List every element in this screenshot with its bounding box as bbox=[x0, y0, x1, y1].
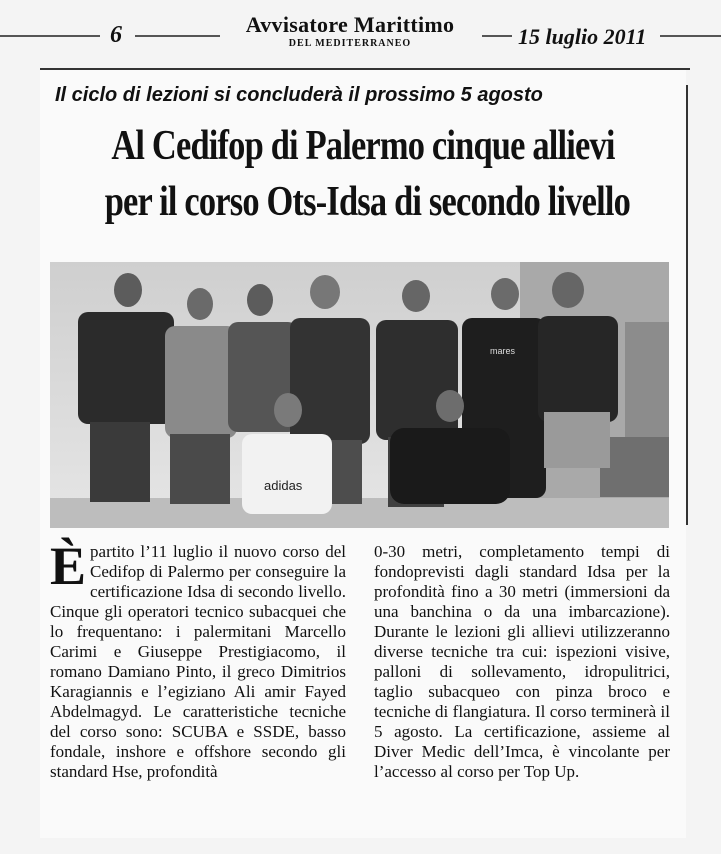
group-photo bbox=[50, 262, 669, 528]
wetsuit-logo-text: mares bbox=[490, 346, 516, 356]
shirt-logo-text: adidas bbox=[264, 478, 303, 493]
article-top-rule bbox=[40, 68, 690, 70]
group-photo-illustration bbox=[50, 262, 669, 528]
issue-date: 15 luglio 2011 bbox=[518, 24, 647, 49]
masthead-rule-left bbox=[0, 35, 100, 37]
headline-line-2: per il corso Ots-Idsa di secondo livello bbox=[104, 179, 630, 225]
masthead-rule-mid-right bbox=[482, 35, 512, 37]
headline-line-1: Al Cedifop di Palermo cinque allievi bbox=[111, 123, 615, 169]
article-column-1-text: partito l’11 luglio il nuovo corso del Cedifop di Palermo per conseguire la certificazione Idsa di secondo livello. Cinque gli operatori tecnico subacquei che lo frequentano: i palermitani Marcello Carimi e Giuseppe Prestigiacomo, il romano Damiano Pinto, il greco Dimitrios Karagiannis e l’egiziano Ali amir Fayed Abdelmagyd. Le caratteristiche tecniche del corso sono: SCUBA e SSDE, basso fondale, inshore e offshore secondo gli standard Hse, profondità bbox=[50, 542, 346, 781]
article-column-2-text: 0-30 metri, completamento tempi di fondoprevisti dagli standard Idsa per la profondità fino a 30 metri (immersioni da una banchina o da una imbarcazione). Durante le lezioni gli allievi utilizzeranno diverse tecniche tra cui: ispezioni visive, palloni di sollevamento, idropulitrici, taglio subacqueo con pinza broco e tecniche di flangiatura. Il corso terminerà il 5 agosto. La certificazione, assieme al Diver Medic dell’Imca, è vincolante per l’accesso al corso per Top Up. bbox=[374, 542, 670, 781]
page-number: 6 bbox=[110, 22, 122, 48]
masthead-rule-mid-left bbox=[135, 35, 220, 37]
masthead-rule-right bbox=[660, 35, 721, 37]
article-right-rule bbox=[686, 85, 688, 525]
article-column-1 bbox=[50, 536, 346, 782]
article-headline bbox=[104, 118, 630, 230]
article-column-2 bbox=[374, 542, 670, 782]
newspaper-title: Avvisatore Marittimo bbox=[245, 12, 455, 37]
article-kicker: Il ciclo di lezioni si concluderà il prossimo 5 agosto bbox=[55, 84, 543, 106]
newspaper-subtitle: DEL MEDITERRANEO bbox=[288, 38, 412, 49]
drop-cap: È bbox=[50, 536, 87, 596]
